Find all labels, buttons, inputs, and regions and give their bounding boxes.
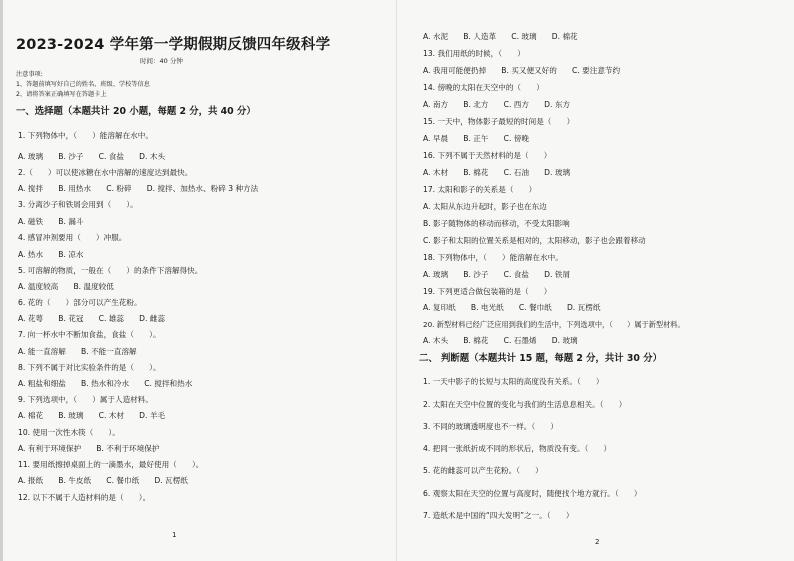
note-line: 1、答题前填写好自己的姓名、班级、学校等信息 [16,81,150,88]
judge-line: 4. 把同一张纸折成不同的形状后，物质没有变。（ ） [423,444,612,453]
question-line: 4. 感冒冲剂要用（ ）冲服。 [18,233,127,242]
question-line: 1. 下列物体中，（ ）能溶解在水中。 [18,131,153,140]
option-line: A. 棉花 B. 玻璃 C. 木材 D. 羊毛 [18,411,166,420]
option-line: A. 玻璃 B. 沙子 C. 食盐 D. 铁屑 [423,270,571,279]
question-line: 12. 以下不属于人造材料的是（ ）。 [18,493,151,502]
question-line: 7. 向一杯水中不断加食盐，食盐（ ）。 [18,330,161,339]
judge-line: 1. 一天中影子的长短与太阳的高度没有关系。（ ） [423,377,604,386]
judge-line: 2. 太阳在天空中位置的变化与我们的生活息息相关。（ ） [423,400,627,409]
question-line: 15. 一天中，物体影子最短的时间是（ ） [423,117,575,126]
option-line: A. 花萼 B. 花冠 C. 雄蕊 D. 雌蕊 [18,314,166,323]
question-line: 20. 新型材料已经广泛应用到我们的生活中，下列选项中，（ ）属于新型材料。 [423,320,685,329]
option-line: A. 复印纸 B. 电光纸 C. 餐巾纸 D. 瓦楞纸 [423,303,601,312]
question-line: 8. 下列不属于对比实验条件的是（ ）。 [18,363,161,372]
exam-title: 2023-2024 学年第一学期假期反馈四年级科学 [16,37,331,53]
question-line: 6. 花的（ ）部分可以产生花粉。 [18,298,142,307]
option-line: A. 能一直溶解 B. 不能一直溶解 [18,347,137,356]
judge-line: 5. 花的雌蕊可以产生花粉。（ ） [423,466,543,475]
question-line: 2.（ ）可以使冰糖在水中溶解的速度达到最快。 [18,168,193,177]
question-line: 17. 太阳和影子的关系是（ ） [423,185,537,194]
question-line: 13. 我们用纸的时候，（ ） [423,49,525,58]
exam-time: 时间：40 分钟 [140,57,183,65]
option-line: A. 粗盐和细盐 B. 热水和冷水 C. 搅拌和热水 [18,379,193,388]
question-line: 18. 下列物体中，（ ）能溶解在水中。 [423,253,563,262]
option-line: A. 温度较高 B. 温度较低 [18,282,114,291]
option-line: A. 太阳从东边升起时，影子也在东边 [423,202,547,211]
judge-line: 6. 观察太阳在天空的位置与高度时，随便找个地方就行。（ ） [423,489,642,498]
judge-line: 7. 造纸术是中国的“四大发明”之一。（ ） [423,511,574,520]
page-number: 1 [172,531,177,539]
scan-edge [0,0,3,561]
option-line: A. 有利于环境保护 B. 不利于环境保护 [18,444,160,453]
option-line: A. 南方 B. 北方 C. 西方 D. 东方 [423,100,571,109]
option-line: A. 搅拌 B. 用热水 C. 粉碎 D. 搅拌、加热水、粉碎 3 种方法 [18,184,259,193]
option-line: A. 报纸 B. 牛皮纸 C. 餐巾纸 D. 瓦楞纸 [18,476,188,485]
page-right [397,0,794,561]
note-line: 2、请将答案正确填写在答题卡上 [16,91,107,98]
question-line: 14. 傍晚的太阳在天空中的（ ） [423,83,544,92]
section-title-choice: 一、选择题（本题共计 20 小题，每题 2 分，共 40 分） [16,106,256,117]
option-line: A. 我用可能便扔掉 B. 买又便又好的 C. 要注意节约 [423,66,621,75]
option-line: A. 水泥 B. 人造革 C. 玻璃 D. 棉花 [423,32,578,41]
option-line: A. 木头 B. 棉花 C. 石墨烯 D. 玻璃 [423,336,578,345]
notes-title: 注意事项: [16,71,43,78]
option-line: A. 热水 B. 凉水 [18,250,84,259]
option-line: C. 影子和太阳的位置关系是相对的，太阳移动，影子也会跟着移动 [423,236,646,245]
question-line: 9. 下列选项中，（ ）属于人造材料。 [18,395,153,404]
option-line: A. 磁铁 B. 漏斗 [18,217,84,226]
option-line: A. 木材 B. 棉花 C. 石油 D. 玻璃 [423,168,571,177]
judge-line: 3. 不同的玻璃透明度也不一样。（ ） [423,422,558,431]
page-number: 2 [595,538,600,546]
question-line: 3. 分离沙子和铁屑会用到（ ）。 [18,200,138,209]
option-line: A. 早晨 B. 正午 C. 傍晚 [423,134,529,143]
option-line: B. 影子随物体的移动而移动，不受太阳影响 [423,219,570,228]
question-line: 16. 下列不属于天然材料的是（ ） [423,151,552,160]
section-title-judge: 二、 判断题（本题共计 15 题，每题 2 分，共计 30 分） [419,353,662,364]
question-line: 5. 可溶解的物质，一般在（ ）的条件下溶解得快。 [18,266,203,275]
option-line: A. 玻璃 B. 沙子 C. 食盐 D. 木头 [18,152,166,161]
question-line: 19. 下列更适合做包装箱的是（ ） [423,287,552,296]
question-line: 11. 要用纸擦掉桌面上的一滴墨水，最好使用（ ）。 [18,460,204,469]
question-line: 10. 使用一次性木筷（ ）。 [18,428,120,437]
